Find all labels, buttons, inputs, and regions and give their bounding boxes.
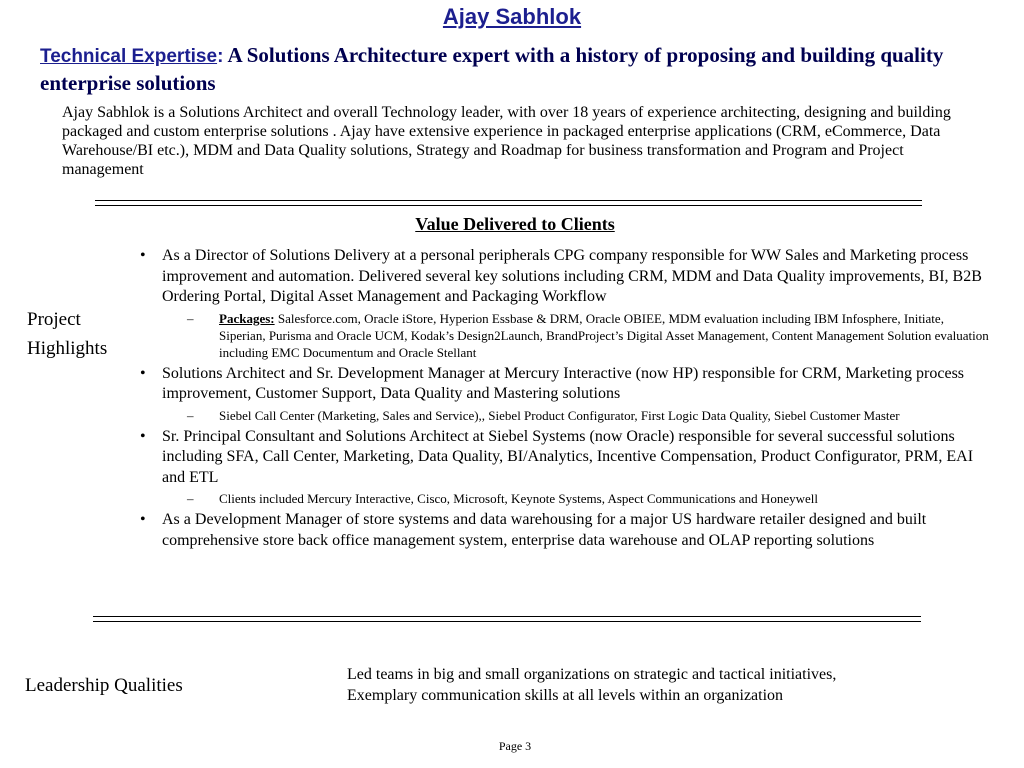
technical-expertise-label: Technical Expertise: [40, 46, 218, 67]
sub-list-item-text: Clients included Mercury Interactive, Cisco, Microsoft, Keynote Systems, Aspect Communications and Honeywell: [219, 491, 818, 506]
leadership-line-1: Led teams in big and small organizations on strategic and tactical initiatives,: [347, 666, 837, 683]
sub-list: [162, 490, 993, 507]
bullet-icon: •: [140, 247, 146, 264]
sub-list-item-text: Salesforce.com, Oracle iStore, Hyperion Essbase & DRM, Oracle OBIEE, MDM evaluation including IBM Infosphere, Initiate, Siperian, Purisma and Oracle UCM, Kodak’s Design2Launch, BrandProject’s Digital Asset Management, Content Management Solution evaluation including EMC Documentum and Oracle Stellant: [219, 310, 989, 360]
list-item-text: As a Development Manager of store systems and data warehousing for a major US hardware retailer designed and built comprehensive store back office management system, enterprise data warehouse and OLAP reporting solutions: [162, 511, 927, 549]
page-title: Ajay Sabhlok: [442, 4, 582, 29]
list-item: [138, 427, 993, 508]
sub-list-item-text: Siebel Call Center (Marketing, Sales and Service),, Siebel Product Configurator, First Logic Data Quality, Siebel Customer Master: [219, 407, 900, 423]
list-item-text: Solutions Architect and Sr. Development Manager at Mercury Interactive (now HP) responsible for CRM, Marketing process improvement, Customer Support, Data Quality and Mastering solutions: [162, 364, 965, 402]
list-item: [138, 510, 993, 551]
sub-list: [162, 407, 993, 424]
list-item-text: As a Director of Solutions Delivery at a personal peripherals CPG company responsible for WW Sales and Marketing process improvement and automation. Delivered several key solutions including CRM, MDM and Data Quality improvements, BI, B2B Ordering Portal, Digital Asset Management and Packaging Workflow: [162, 247, 982, 305]
leadership-qualities-label: Leadership Qualities: [25, 675, 183, 696]
project-highlights-label-line2: Highlights: [27, 338, 108, 359]
leadership-line-2: Exemplary communication skills at all levels within an organization: [347, 687, 784, 704]
dash-icon: –: [187, 491, 194, 506]
project-highlights-label: [27, 305, 107, 363]
headline-colon: :: [217, 46, 224, 67]
section-divider-bottom: [93, 616, 921, 622]
sub-list-item: [162, 407, 993, 424]
bullet-icon: •: [140, 511, 146, 528]
list-item: [138, 364, 993, 424]
dash-icon: –: [187, 310, 194, 326]
technical-expertise-headline: [40, 42, 1000, 97]
leadership-qualities-text: [347, 664, 967, 706]
bullet-icon: •: [140, 364, 146, 382]
project-highlights-label-line1: Project: [27, 309, 81, 330]
packages-label: Packages:: [219, 310, 275, 326]
bullet-icon: •: [140, 427, 146, 445]
page-number: Page 3: [498, 739, 532, 753]
section-divider-top: [95, 200, 922, 206]
project-highlights-list: [138, 246, 993, 554]
value-delivered-heading: Value Delivered to Clients: [415, 214, 615, 234]
sub-list-item: [162, 310, 993, 361]
intro-paragraph: Ajay Sabhlok is a Solutions Architect and overall Technology leader, with over 18 years of experience architecting, designing and building packaged and custom enterprise solutions . Ajay have extensive experience in packaged enterprise applications (CRM, eCommerce, Data Warehouse/BI etc.), MDM and Data Quality solutions, Strategy and Roadmap for business transformation and Program and Project management: [62, 104, 951, 178]
list-item: [138, 246, 993, 361]
sub-list: [162, 310, 993, 361]
headline-text: A Solutions Architecture expert with a history of proposing and building quality enterprise solutions: [40, 43, 944, 95]
dash-icon: –: [187, 407, 194, 423]
list-item-text: Sr. Principal Consultant and Solutions Architect at Siebel Systems (now Oracle) responsible for several successful solutions including SFA, Call Center, Marketing, Data Quality, BI/Analytics, Incentive Compensation, Product Configurator, PRM, EAI and ETL: [162, 427, 974, 486]
sub-list-item: [162, 490, 993, 507]
